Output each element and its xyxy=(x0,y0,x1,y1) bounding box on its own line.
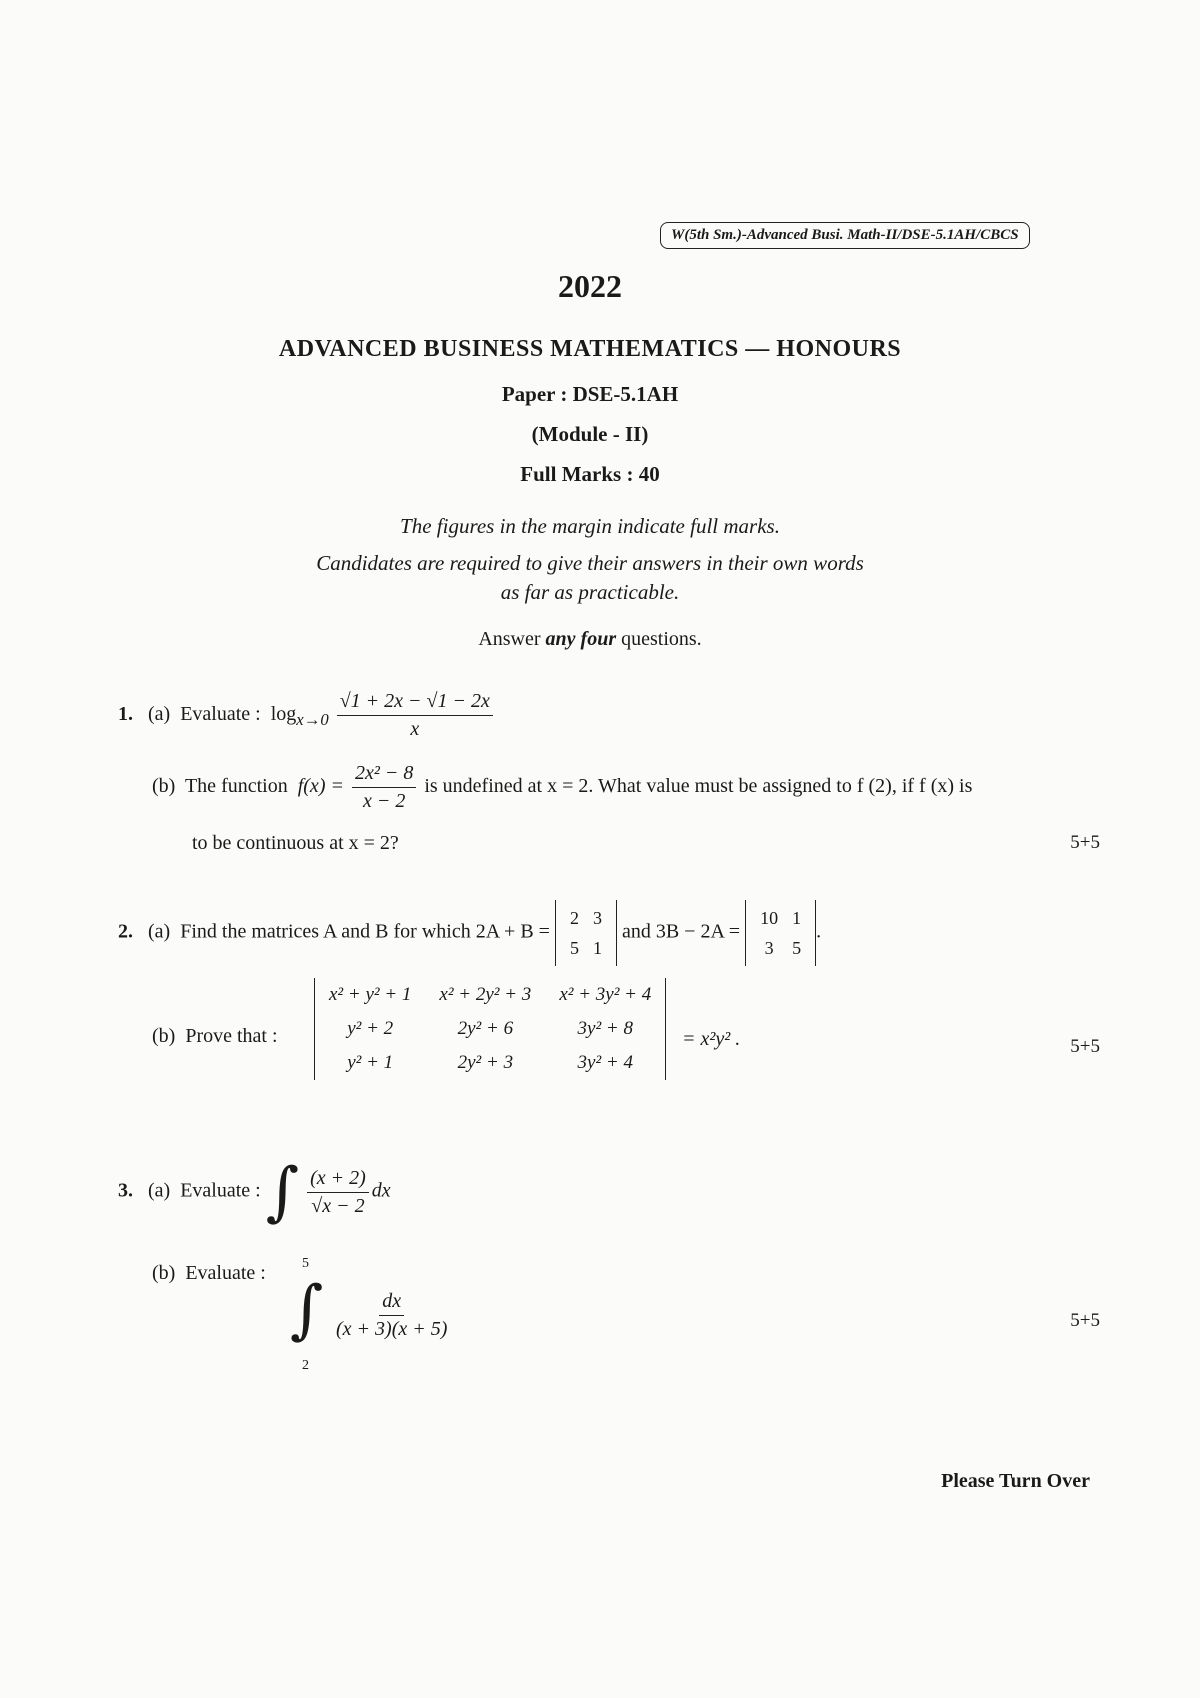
question-text: Prove that : xyxy=(185,1025,278,1047)
answer-count: any four xyxy=(545,628,617,650)
matrix-1: 2 3 5 1 xyxy=(555,900,617,966)
question-2a: 2. (a) Find the matrices A and B for which 2A + B = 2 3 5 1 and 3B − 2A = 10 1 3 5 . xyxy=(118,900,821,966)
marks-q2: 5+5 xyxy=(1070,1036,1100,1057)
lower-limit: 2 xyxy=(302,1358,309,1373)
part-label: (a) xyxy=(148,920,171,943)
marks-q1: 5+5 xyxy=(1070,832,1100,853)
paper-code-box: W(5th Sm.)-Advanced Busi. Math-II/DSE-5.1AH/CBCS xyxy=(660,222,1030,249)
integrand-fraction: $\frac{dx}{(x + 3)(x + 5)}$ xyxy=(336,1290,448,1340)
det-row: x² + y² + 1 x² + 2y² + 3 x² + 3y² + 4 xyxy=(329,984,652,1005)
part-label: (b) xyxy=(152,1025,176,1047)
limit-operator: $\log_{x\to 0}$ xyxy=(270,703,329,730)
question-text: Evaluate : xyxy=(180,1179,261,1202)
question-1a xyxy=(118,690,496,741)
matrix-2: 10 1 3 5 xyxy=(745,900,816,966)
question-text: Find the matrices A and B for which 2A + B = xyxy=(180,920,550,943)
part-label: (b) xyxy=(152,775,176,798)
differential: dx xyxy=(371,1179,391,1202)
integral-sign: ∫ xyxy=(290,1273,324,1347)
part-label: (a) xyxy=(148,1179,171,1202)
part-label: (a) xyxy=(148,703,171,726)
function-expr: f(x) = xyxy=(297,775,344,798)
function-fraction: $\frac{\text{2x² − 8}}{x - 2}$ xyxy=(352,762,416,813)
instruction-marks: The figures in the margin indicate full marks. xyxy=(400,514,780,538)
please-turn-over: Please Turn Over xyxy=(941,1470,1090,1492)
question-3a xyxy=(118,1155,391,1229)
integral-sign: ∫ xyxy=(265,1155,300,1229)
question-text: Evaluate : xyxy=(180,703,261,726)
question-1b-line2: to be continuous at x = 2? xyxy=(192,832,399,854)
exam-year: 2022 xyxy=(558,268,622,304)
question-number: 1. xyxy=(118,703,133,726)
question-text-and: and 3B − 2A = xyxy=(621,920,741,943)
paper-name: Paper : DSE-5.1AH xyxy=(501,382,679,406)
question-3b xyxy=(152,1262,266,1285)
part-label: (b) xyxy=(152,1262,176,1284)
question-text: Evaluate : xyxy=(185,1262,266,1284)
question-number: 3. xyxy=(118,1179,133,1202)
exam-title: ADVANCED BUSINESS MATHEMATICS — HONOURS xyxy=(278,336,902,362)
det-row: y² + 1 2y² + 3 3y² + 4 xyxy=(347,1052,633,1073)
module-name: (Module - II) xyxy=(531,422,649,446)
limit-fraction: $\frac{√1 + 2x - √1 - 2x}{x}$ xyxy=(337,690,493,741)
integrand-fraction: $\frac{(x + 2)}{√x - 2}$ xyxy=(307,1167,369,1218)
determinant xyxy=(314,978,666,1080)
instruction-own-words: Candidates are required to give their answers in their own words xyxy=(316,551,864,575)
question-number: 2. xyxy=(118,920,133,943)
answer-instruction: Answer any four questions. xyxy=(478,628,702,650)
marks-q3: 5+5 xyxy=(1070,1310,1100,1331)
determinant-result: = x²y² . xyxy=(682,1028,741,1050)
question-1b xyxy=(152,762,972,813)
upper-limit: 5 xyxy=(302,1256,309,1271)
definite-integrand xyxy=(330,1290,453,1341)
question-2b-label xyxy=(152,1025,278,1048)
question-text: The function xyxy=(184,775,288,798)
full-marks: Full Marks : 40 xyxy=(520,462,660,486)
question-text-cont: is undefined at x = 2. What value must be assigned to f (2), if f (x) is xyxy=(424,775,973,798)
det-row: y² + 2 2y² + 6 3y² + 8 xyxy=(347,1018,633,1039)
instruction-practicable: as far as practicable. xyxy=(500,580,680,604)
